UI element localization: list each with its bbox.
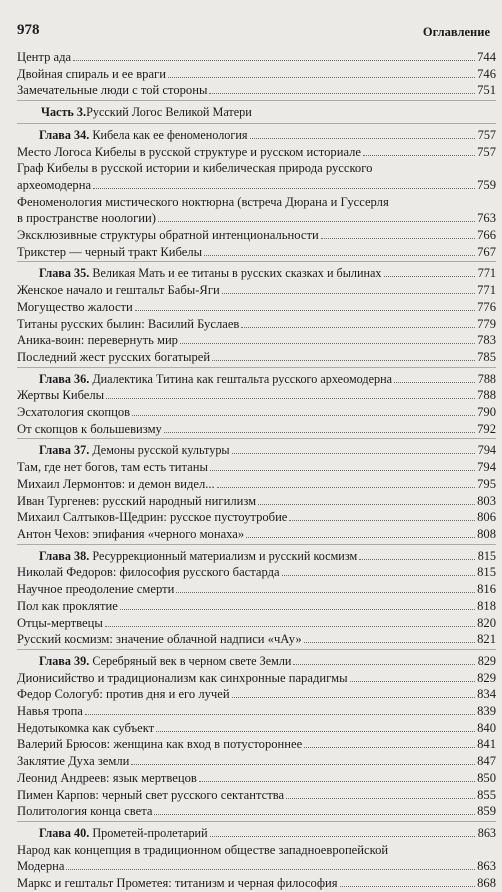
dot-leader	[156, 731, 475, 732]
chapter-title: Прометей-пролетарий	[89, 825, 208, 840]
toc-chapter-heading	[17, 265, 496, 282]
entry-title: Эсхатология скопцов	[17, 405, 131, 420]
toc-entry	[17, 493, 496, 510]
toc-entry	[17, 686, 496, 703]
entry-title: Пимен Карпов: черный свет русского сектантства	[17, 787, 285, 802]
entry-title: Заклятие Духа земли	[17, 754, 130, 769]
dot-leader	[210, 836, 475, 837]
dot-leader	[105, 626, 475, 627]
entry-title: Пол как проклятие	[17, 598, 118, 613]
toc-chapter-heading	[17, 442, 496, 459]
toc-entry	[17, 227, 496, 244]
entry-page: 850	[477, 770, 496, 785]
toc-entry	[17, 476, 496, 493]
toc-entry	[17, 787, 496, 804]
toc-divider	[17, 100, 496, 101]
toc-entry	[17, 144, 496, 161]
toc-entry	[17, 598, 496, 615]
entry-title-line2: в пространстве ноологии)	[17, 211, 156, 226]
dot-leader	[394, 382, 475, 383]
dot-leader	[135, 310, 475, 311]
entry-title: Дионисийство и традиционализм как синхронные парадигмы	[17, 670, 348, 685]
toc-entry	[17, 404, 496, 421]
chapter-prefix: Глава 36.	[39, 371, 90, 386]
toc-divider	[17, 544, 496, 545]
entry-title: Русский космизм: значение облачной надписи «чАу»	[17, 632, 302, 647]
entry-title: Навья тропа	[17, 704, 83, 719]
entry-page: 788	[477, 388, 496, 403]
entry-title: Недотыкомка как субъект	[17, 720, 155, 735]
chapter-label	[39, 825, 208, 842]
part-prefix: Часть 3.	[41, 105, 87, 120]
entry-title: От скопцов к большевизму	[17, 421, 162, 436]
dot-leader	[66, 869, 475, 870]
entry-page: 783	[477, 333, 496, 348]
toc-entry	[17, 509, 496, 526]
dot-leader	[222, 293, 475, 294]
toc-entry	[17, 49, 496, 66]
toc-entry	[17, 564, 496, 581]
toc-entry	[17, 581, 496, 598]
dot-leader	[131, 764, 475, 765]
chapter-label	[39, 371, 392, 388]
entry-title: Аника-воин: перевернуть мир	[17, 333, 178, 348]
toc-entry	[17, 459, 496, 476]
entry-page: 820	[477, 615, 496, 630]
dot-leader	[120, 609, 475, 610]
toc-entry	[17, 194, 496, 227]
dot-leader	[106, 398, 475, 399]
page-number: 978	[17, 22, 40, 38]
entry-title: Эксклюзивные структуры обратной интенциональности	[17, 228, 319, 243]
chapter-page: 757	[477, 127, 496, 142]
dot-leader	[73, 60, 475, 61]
chapter-title: Диалектика Титина как гештальта русского археомодерна	[89, 371, 393, 386]
entry-title: Женское начало и гештальт Бабы-Яги	[17, 283, 220, 298]
entry-page: 795	[477, 476, 496, 491]
toc-part-heading	[17, 104, 496, 121]
toc-entry	[17, 631, 496, 648]
chapter-page: 788	[477, 371, 496, 386]
entry-page: 746	[477, 66, 496, 81]
entry-page: 859	[477, 804, 496, 819]
toc-divider	[17, 821, 496, 822]
dot-leader	[289, 520, 475, 521]
chapter-prefix: Глава 39.	[39, 653, 90, 668]
entry-page: 821	[477, 632, 496, 647]
entry-page: 808	[477, 526, 496, 541]
entry-page: 841	[477, 737, 496, 752]
toc-entry	[17, 160, 496, 193]
dot-leader	[217, 487, 475, 488]
toc-entry	[17, 720, 496, 737]
entry-page: 751	[477, 83, 496, 98]
entry-page: 776	[477, 299, 496, 314]
entry-page: 839	[477, 704, 496, 719]
dot-leader	[232, 697, 475, 698]
chapter-label	[39, 442, 230, 459]
dot-leader	[258, 504, 475, 505]
dot-leader	[321, 238, 475, 239]
entry-title-line1: Феноменология мистического ноктюрна (встреча Дюрана и Гуссерля	[17, 194, 389, 209]
toc-entry	[17, 282, 496, 299]
toc-entry	[17, 82, 496, 99]
entry-page: 779	[477, 316, 496, 331]
entry-title: Жертвы Кибелы	[17, 388, 105, 403]
entry-title: Могущество жалости	[17, 299, 133, 314]
table-of-contents	[17, 49, 496, 892]
entry-title: Федор Сологуб: против дня и его лучей	[17, 687, 230, 702]
toc-entry	[17, 421, 496, 438]
entry-line2-row	[17, 177, 496, 194]
toc-entry	[17, 332, 496, 349]
entry-page: 757	[477, 144, 496, 159]
entry-title: Маркс и гештальт Прометея: титанизм и черная философия	[17, 876, 338, 891]
toc-chapter-heading	[17, 548, 496, 565]
entry-title: Место Логоса Кибелы в русской структуре и русском историале	[17, 144, 362, 159]
toc-entry	[17, 842, 496, 875]
toc-entry	[17, 770, 496, 787]
toc-entry	[17, 615, 496, 632]
entry-page: 834	[477, 687, 496, 702]
entry-page: 792	[477, 421, 496, 436]
dot-leader	[85, 714, 475, 715]
entry-line2-row	[17, 210, 496, 227]
entry-page: 744	[477, 50, 496, 64]
dot-leader	[132, 415, 475, 416]
chapter-prefix: Глава 35.	[39, 266, 90, 281]
page-header	[17, 0, 496, 48]
chapter-title: Великая Мать и ее титаны в русских сказках и былинах	[89, 266, 382, 281]
entry-title: Замечательные люди с той стороны	[17, 83, 208, 98]
dot-leader	[286, 798, 475, 799]
dot-leader	[384, 276, 475, 277]
dot-leader	[246, 537, 475, 538]
entry-title-line1: Граф Кибелы в русской истории и кибелическая природа русского	[17, 161, 373, 176]
chapter-label	[39, 548, 357, 565]
entry-title: Там, где нет богов, там есть титаны	[17, 460, 208, 475]
chapter-page: 815	[477, 548, 496, 563]
chapter-title: Демоны русской культуры	[89, 443, 230, 458]
chapter-page: 863	[477, 825, 496, 840]
entry-page: 766	[477, 228, 496, 243]
entry-page: 855	[477, 787, 496, 802]
dot-leader	[164, 432, 475, 433]
chapter-prefix: Глава 37.	[39, 443, 90, 458]
entry-page: 771	[477, 283, 496, 298]
chapter-title: Ресуррекционный материализм и русский космизм	[89, 548, 358, 563]
dot-leader	[93, 188, 475, 189]
entry-title: Леонид Андреев: язык мертвецов	[17, 770, 197, 785]
toc-chapter-heading	[17, 825, 496, 842]
entry-title-line1: Народ как концепция в традиционном обществе западноевропейской	[17, 842, 389, 857]
dot-leader	[340, 886, 475, 887]
part-title: Русский Логос Великой Матери	[86, 105, 252, 120]
toc-entry	[17, 526, 496, 543]
dot-leader	[204, 255, 475, 256]
toc-entry	[17, 703, 496, 720]
entry-title: Михаил Салтыков-Щедрин: русское пустоутробие	[17, 510, 288, 525]
dot-leader	[209, 93, 475, 94]
chapter-title: Серебряный век в черном свете Земли	[89, 653, 292, 668]
dot-leader	[241, 327, 475, 328]
toc-entry	[17, 736, 496, 753]
entry-page: 794	[477, 460, 496, 475]
running-title: Оглавление	[422, 25, 490, 39]
chapter-label	[39, 127, 248, 144]
entry-page: 790	[477, 405, 496, 420]
chapter-prefix: Глава 38.	[39, 548, 90, 563]
entry-page: 815	[477, 565, 496, 580]
entry-title: Трикстер — черный тракт Кибелы	[17, 244, 203, 259]
dot-leader	[199, 781, 475, 782]
entry-title-line2: археомодерна	[17, 177, 92, 192]
entry-page: 803	[477, 493, 496, 508]
toc-chapter-heading	[17, 653, 496, 670]
toc-divider	[17, 649, 496, 650]
dot-leader	[293, 664, 475, 665]
entry-title: Иван Тургенев: русский народный нигилизм	[17, 493, 257, 508]
dot-leader	[232, 453, 475, 454]
entry-page: 847	[477, 754, 496, 769]
entry-page: 868	[477, 876, 496, 891]
chapter-label	[39, 653, 291, 670]
entry-title: Николай Федоров: философия русского бастарда	[17, 565, 280, 580]
entry-page: 818	[477, 598, 496, 613]
chapter-prefix: Глава 40.	[39, 825, 90, 840]
dot-leader	[250, 138, 475, 139]
dot-leader	[168, 77, 475, 78]
entry-page: 806	[477, 510, 496, 525]
entry-page: 816	[477, 582, 496, 597]
toc-divider	[17, 123, 496, 124]
entry-title: Отцы-мертвецы	[17, 615, 103, 630]
dot-leader	[180, 343, 475, 344]
chapter-page: 794	[477, 443, 496, 458]
entry-page: 785	[477, 349, 496, 364]
dot-leader	[350, 681, 475, 682]
entry-title: Титаны русских былин: Василий Буслаев	[17, 316, 240, 331]
chapter-label	[39, 265, 382, 282]
toc-chapter-heading	[17, 371, 496, 388]
entry-title: Двойная спираль и ее враги	[17, 66, 166, 81]
toc-entry	[17, 299, 496, 316]
chapter-prefix: Глава 34.	[39, 127, 90, 142]
toc-entry	[17, 753, 496, 770]
toc-entry	[17, 66, 496, 83]
dot-leader	[359, 559, 475, 560]
entry-title: Антон Чехов: эпифания «черного монаха»	[17, 526, 245, 541]
dot-leader	[304, 642, 475, 643]
dot-leader	[154, 814, 475, 815]
entry-title: Михаил Лермонтов: и демон видел...	[17, 476, 215, 491]
entry-page: 763	[477, 211, 496, 226]
chapter-page: 771	[477, 266, 496, 281]
toc-chapter-heading	[17, 127, 496, 144]
toc-entry	[17, 387, 496, 404]
dot-leader	[158, 221, 475, 222]
entry-title: Валерий Брюсов: женщина как вход в потустороннее	[17, 737, 303, 752]
toc-entry	[17, 349, 496, 366]
chapter-title: Кибела как ее феноменология	[89, 127, 248, 142]
entry-title: Последний жест русских богатырей	[17, 349, 211, 364]
dot-leader	[282, 575, 475, 576]
dot-leader	[363, 155, 475, 156]
toc-entry	[17, 803, 496, 820]
entry-title: Центр ада	[17, 50, 72, 64]
toc-entry	[17, 875, 496, 892]
entry-line2-row	[17, 858, 496, 875]
toc-divider	[17, 261, 496, 262]
entry-page: 829	[477, 670, 496, 685]
entry-title: Научное преодоление смерти	[17, 582, 175, 597]
toc-divider	[17, 367, 496, 368]
entry-page: 840	[477, 720, 496, 735]
dot-leader	[176, 592, 475, 593]
entry-page: 863	[477, 859, 496, 874]
entry-page: 767	[477, 244, 496, 259]
entry-title-line2: Модерна	[17, 859, 65, 874]
chapter-page: 829	[477, 653, 496, 668]
toc-entry	[17, 670, 496, 687]
entry-page: 759	[477, 177, 496, 192]
toc-entry	[17, 244, 496, 261]
dot-leader	[212, 360, 475, 361]
toc-entry	[17, 316, 496, 333]
dot-leader	[210, 470, 475, 471]
toc-divider	[17, 438, 496, 439]
dot-leader	[304, 747, 475, 748]
entry-title: Политология конца света	[17, 804, 153, 819]
